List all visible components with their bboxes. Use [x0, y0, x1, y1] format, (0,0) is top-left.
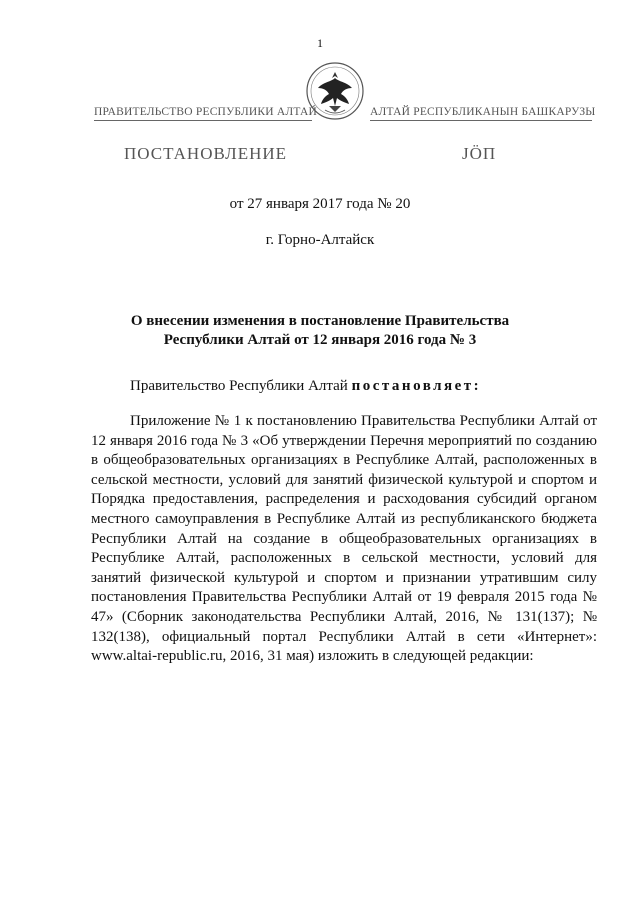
title-line-2: Республики Алтай от 12 января 2016 года № 3	[163, 332, 477, 348]
intro-emphasis: постановляет:	[351, 378, 482, 394]
document-date-number: от 27 января 2017 года № 20	[229, 196, 411, 212]
body-paragraph: Приложение № 1 к постановлению Правительства Республики Алтай от 12 января 2016 года № 3 «Об утверждении Перечня мероприятий по созданию в общеобразовательных организациях в Республике Алтай, расположенных в сельской местности, условий для занятий физической культурой и спортом и Порядка предоставления, распределения и расходования субсидий органом местного самоуправления в Республике Алтай из республиканского бюджета Республики Алтай на создание в общеобразовательных организациях в Республике Алтай, расположенных в сельской местности, условий для занятий физической культурой и спортом и признании утратившим силу постановления Правительства Республики Алтай от 19 февраля 2015 года № 47» (Сборник законодательства Республики Алтай, 2016, № 131(137); № 132(138), официальный портал Республики Алтай в сети «Интернет»: www.altai-republic.ru, 2016, 31 мая) изложить в следующей редакции:	[91, 413, 597, 665]
header-underline-right	[370, 120, 592, 121]
doc-type-altai: JӦП	[462, 144, 497, 163]
intro-text: Правительство Республики Алтай	[130, 378, 352, 394]
intro-paragraph	[130, 378, 481, 395]
header-underline-left	[94, 120, 312, 121]
government-name-altai: АЛТАЙ РЕСПУБЛИКАНЫН БАШКАРУЗЫ	[370, 106, 596, 118]
document-place: г. Горно-Алтайск	[265, 232, 375, 248]
government-name-russian: ПРАВИТЕЛЬСТВО РЕСПУБЛИКИ АЛТАЙ	[94, 106, 318, 118]
doc-type-russian: ПОСТАНОВЛЕНИЕ	[124, 144, 288, 163]
title-line-1: О внесении изменения в постановление Правительства	[130, 313, 510, 329]
page-number: 1	[317, 36, 323, 50]
document-title	[110, 312, 530, 350]
